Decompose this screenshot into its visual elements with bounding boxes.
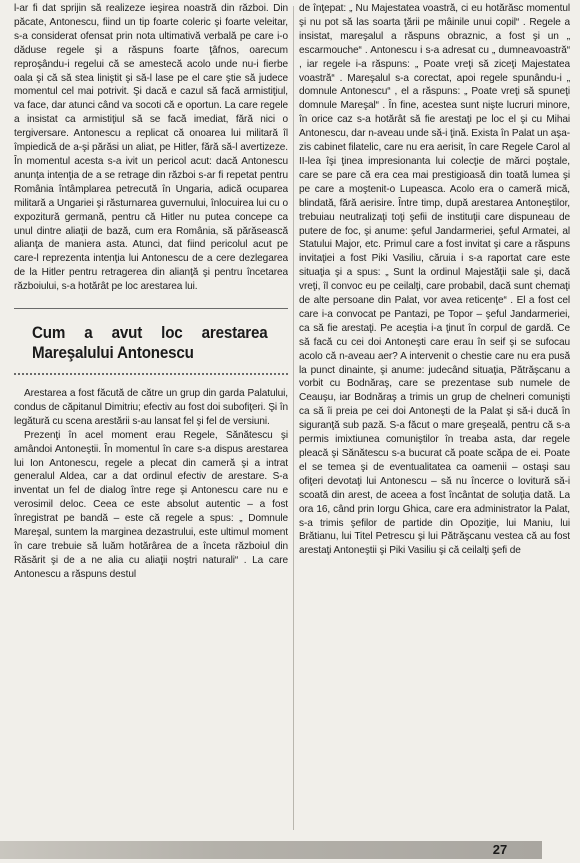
paragraph: Arestarea a fost făcută de către un grup din garda Palatului, condus de căpitanul Dimitriu; efectiv au fost doi subofiţeri. Şi în legătură cu scena arestării s-au lansat fel şi fel de versiuni. bbox=[14, 388, 288, 427]
paragraph: l-ar fi dat sprijin să realizeze ieşirea noastră din război. Din păcate, Antonescu, fiind un tip foarte coleric şi foarte veleitar, s-a considerat ofensat prin nota ultimativă verbală pe care i-o dăduse regele şi a răspuns foarte ţâfnos, oarecum reproşându-i regelui că se amestecă acolo unde nu-i fierbe oala şi că să stea liniştit şi să-l lase pe el care ştie să judece momentul cel mai potrivit. Şi dacă e cazul să facă armistiţiul, va face, dar atunci când va socoti că e oportun. La care regele a insistat ca armistiţiul să se facă imediat, fără nici o tergiversare. Antonescu a replicat că onoarea lui militară îl împiedică de a-şi părăsi un aliat, pe Hitler, fără să-l avertizeze. În momentul acesta s-a ivit un pericol acut: dacă Antonescu anunţa intenţia de a se retrage din război s-ar fi repetat pentru România întâmplarea petrecută în Ungaria, adică ocuparea militară a Ungariei şi răsturnarea guvernului, înlocuirea lui cu o expozitură germană, pentru că Hitler nu putea concepe ca unul dintre aliaţii de bază, cum era România, să părăsească alianţa de maniera asta. Atunci, dat fiind pericolul acut pe care-l reprezenta intenţia lui Antonescu de a cere dezlegarea de la Hitler pentru retragerea din alianţă şi pentru încetarea războiului, s-a hotărât pe loc arestarea lui. bbox=[14, 3, 288, 293]
section-heading: Cum a avut loc arestarea Mareşalului Antonescu bbox=[32, 324, 268, 363]
paragraph: de înţepat: „ Nu Majestatea voastră, ci eu hotărăsc momentul şi nu pot să las soarta ţării pe mâinile unui copil“ . Regele a insistat, mareşalul a răspuns obraznic, a fost şi un „ escarmouche“ . Antonescu i s-a adresat cu „ dumneavoastră“ , iar regele i-a răspuns: „ Poate vreţi să ziceţi Majestatea voastră“ . Mareşalul s-a corectat, apoi regele spunându-i „ domnule Antonescu“ , el a răspuns: „ Poate vreţi să spuneţi domnule Mareşal“ . În fine, acestea sunt nişte lucruri minore, în orice caz s-a hotărât să fie arestaţi pe loc el şi cu Mihai Antonescu, dar n-aveau unde să-i ţină. Exista în Palat un aşa-zis cabinet filatelic, care nu era aerisit, în care Regele Carol al II-lea îşi ţinea impresionanta lui colecţie de mărci poştale, care se pare că era cea mai prestigioasă din toată lumea şi pe care a moştenit-o Lupeasca. Acolo era o cameră mică, blindată, fără aerisire. Între timp, după arestarea Antoneştilor, trebuiau neutralizaţi toţi şefii de instituţii care dispuneau de putere de foc, şi anume: şeful Jandarmeriei, şeful Armatei, al Statului Major, etc. Primul care a fost invitat şi care a răspuns invitaţiei a fost Piki Vasiliu, căruia i s-a raportat care este situaţia şi a spus: „ Sunt la ordinul Majestăţii sale şi, dacă vreţi, îl convoc eu pe ceilalţi, care probabil, dacă sunt chemaţi de alte persoane din Palat, vor avea reticenţe“ . El a fost cel care i-a convocat pe Pantazi, pe Topor – şeful Jandarmeriei, ca să fie arestaţi. Pe aceştia i-a ţinut în corpul de gardă. Ce să facă cu cei doi Antoneşti care erau în seif şi se sufocau acolo că n-aveau aer? A intervenit o chestie care nu era pusă la punct dinainte, şi anume: judecând situaţia, Pătrăşcanu a vorbit cu Bodnăraş, care se prezentase sub numele de Ceauşu, iar Bodnăraş a trimis un grup de chelneri comunişti ca să îi preia pe cei doi Antoneşti de la Palat şi să-i ducă în siguranţă sub pază. S-a făcut o mare greşeală, pentru că s-a permis imixtiunea comuniştilor în treaba asta, dar regele pleacă şi Sănătescu s-a bucurat că poate scăpa de ei. Poate el se temea şi de eventualitatea ca oamenii – ostaşi sau ofiţeri devotaţi lui Antonescu – să nu încerce o lovitură să-i scoată din arest, de aceea a fost încântat de soluţia dată. La ora 16, când prin Iorgu Ghica, care era administrator la Palat, s-a trimis şefilor de partide din Opoziţie, lui Maniu, lui Brătianu, lui Titel Petrescu şi lui Pătrăşcanu vestea că au fost arestaţi Antoneştii şi Piki Vasiliu şi că ceilalţi şefi de bbox=[299, 3, 570, 557]
column-divider bbox=[293, 6, 294, 830]
page-footer bbox=[0, 833, 580, 863]
footer-band bbox=[0, 841, 542, 859]
section-heading-box bbox=[14, 308, 288, 375]
left-column bbox=[14, 2, 288, 832]
paragraph: Prezenţi în acel moment erau Regele, Sănătescu şi amândoi Antoneştii. În momentul în care s-a dispus arestarea lui Ion Antonescu, regele a plecat din cameră şi a intrat generalul Aldea, car a dat ordinul efectiv de arestare. S-a inventat un fel de dialog între rege şi Antonescu care nu e verosimil deloc. Ceea ce este absolut autentic – a fost înregistrat pe bandă – este că regele a spus: „ Domnule Mareşal, suntem la marginea dezastrului, este ultimul moment în care trebuie să luăm hotărârea de a înceta războiul din Răsărit şi de a ne alia cu aliaţii noştri naturali“ . La care Antonescu a răspuns destul bbox=[14, 429, 288, 580]
page-number: 27 bbox=[492, 842, 508, 857]
right-column bbox=[299, 2, 570, 832]
